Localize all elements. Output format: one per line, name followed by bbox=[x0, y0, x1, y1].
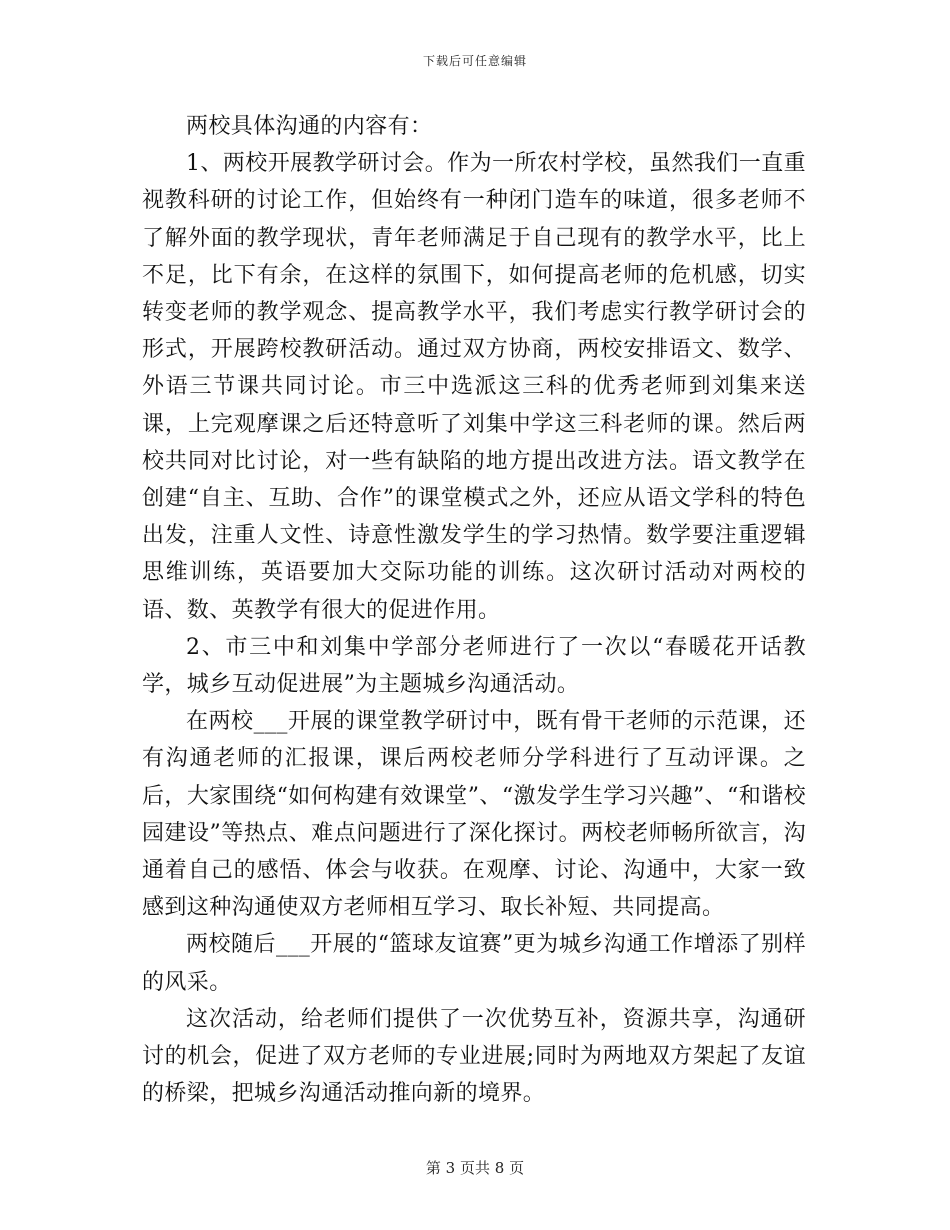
paragraph: 2、市三中和刘集中学部分老师进行了一次以“春暖花开话教学，城乡互动促进展”为主题城乡沟通活动。 bbox=[142, 634, 806, 698]
paragraph: 两校随后___开展的“篮球友谊赛”更为城乡沟通工作增添了别样的风采。 bbox=[142, 932, 806, 995]
paragraph: 1、两校开展教学研讨会。作为一所农村学校，虽然我们一直重视教科研的讨论工作，但始终有一种闭门造车的味道，很多老师不了解外面的教学现状，青年老师满足于自己现有的教学水平，比上不足，比下有余，在这样的氛围下，如何提高老师的危机感，切实转变老师的教学观念、提高教学水平，我们考虑实行教学研讨会的形式，开展跨校教研活动。通过双方协商，两校安排语文、数学、外语三节课共同讨论。市三中选派这三科的优秀老师到刘集来送课，上完观摩课之后还特意听了刘集中学这三科老师的课。然后两校共同对比讨论，对一些有缺陷的地方提出改进方法。语文教学在创建“自主、互助、合作”的课堂模式之外，还应从语文学科的特色出发，注重人文性、诗意性激发学生的学习热情。数学要注重逻辑思维训练，英语要加大交际功能的训练。这次研讨活动对两校的语、数、英教学有很大的促进作用。 bbox=[142, 151, 806, 623]
paragraph: 这次活动，给老师们提供了一次优势互补，资源共享，沟通研讨的机会，促进了双方老师的专业进展;同时为两地双方架起了友谊的桥梁，把城乡沟通活动推向新的境界。 bbox=[142, 1006, 806, 1107]
paragraph: 两校具体沟通的内容有： bbox=[186, 114, 433, 139]
document-body bbox=[142, 108, 806, 1112]
paragraph: 在两校___开展的课堂教学研讨中，既有骨干老师的示范课，还有沟通老师的汇报课，课后两校老师分学科进行了互动评课。之后，大家围绕“如何构建有效课堂”、“激发学生学习兴趣”、“和谐校园建设”等热点、难点问题进行了深化探讨。两校老师畅所欲言，沟通着自己的感悟、体会与收获。在观摩、讨论、沟通中，大家一致感到这种沟通使双方老师相互学习、取长补短、共同提高。 bbox=[142, 709, 806, 921]
page-header: 下载后可任意编辑 bbox=[422, 54, 527, 68]
page-number: 第 3 页共 8 页 bbox=[425, 1159, 525, 1177]
